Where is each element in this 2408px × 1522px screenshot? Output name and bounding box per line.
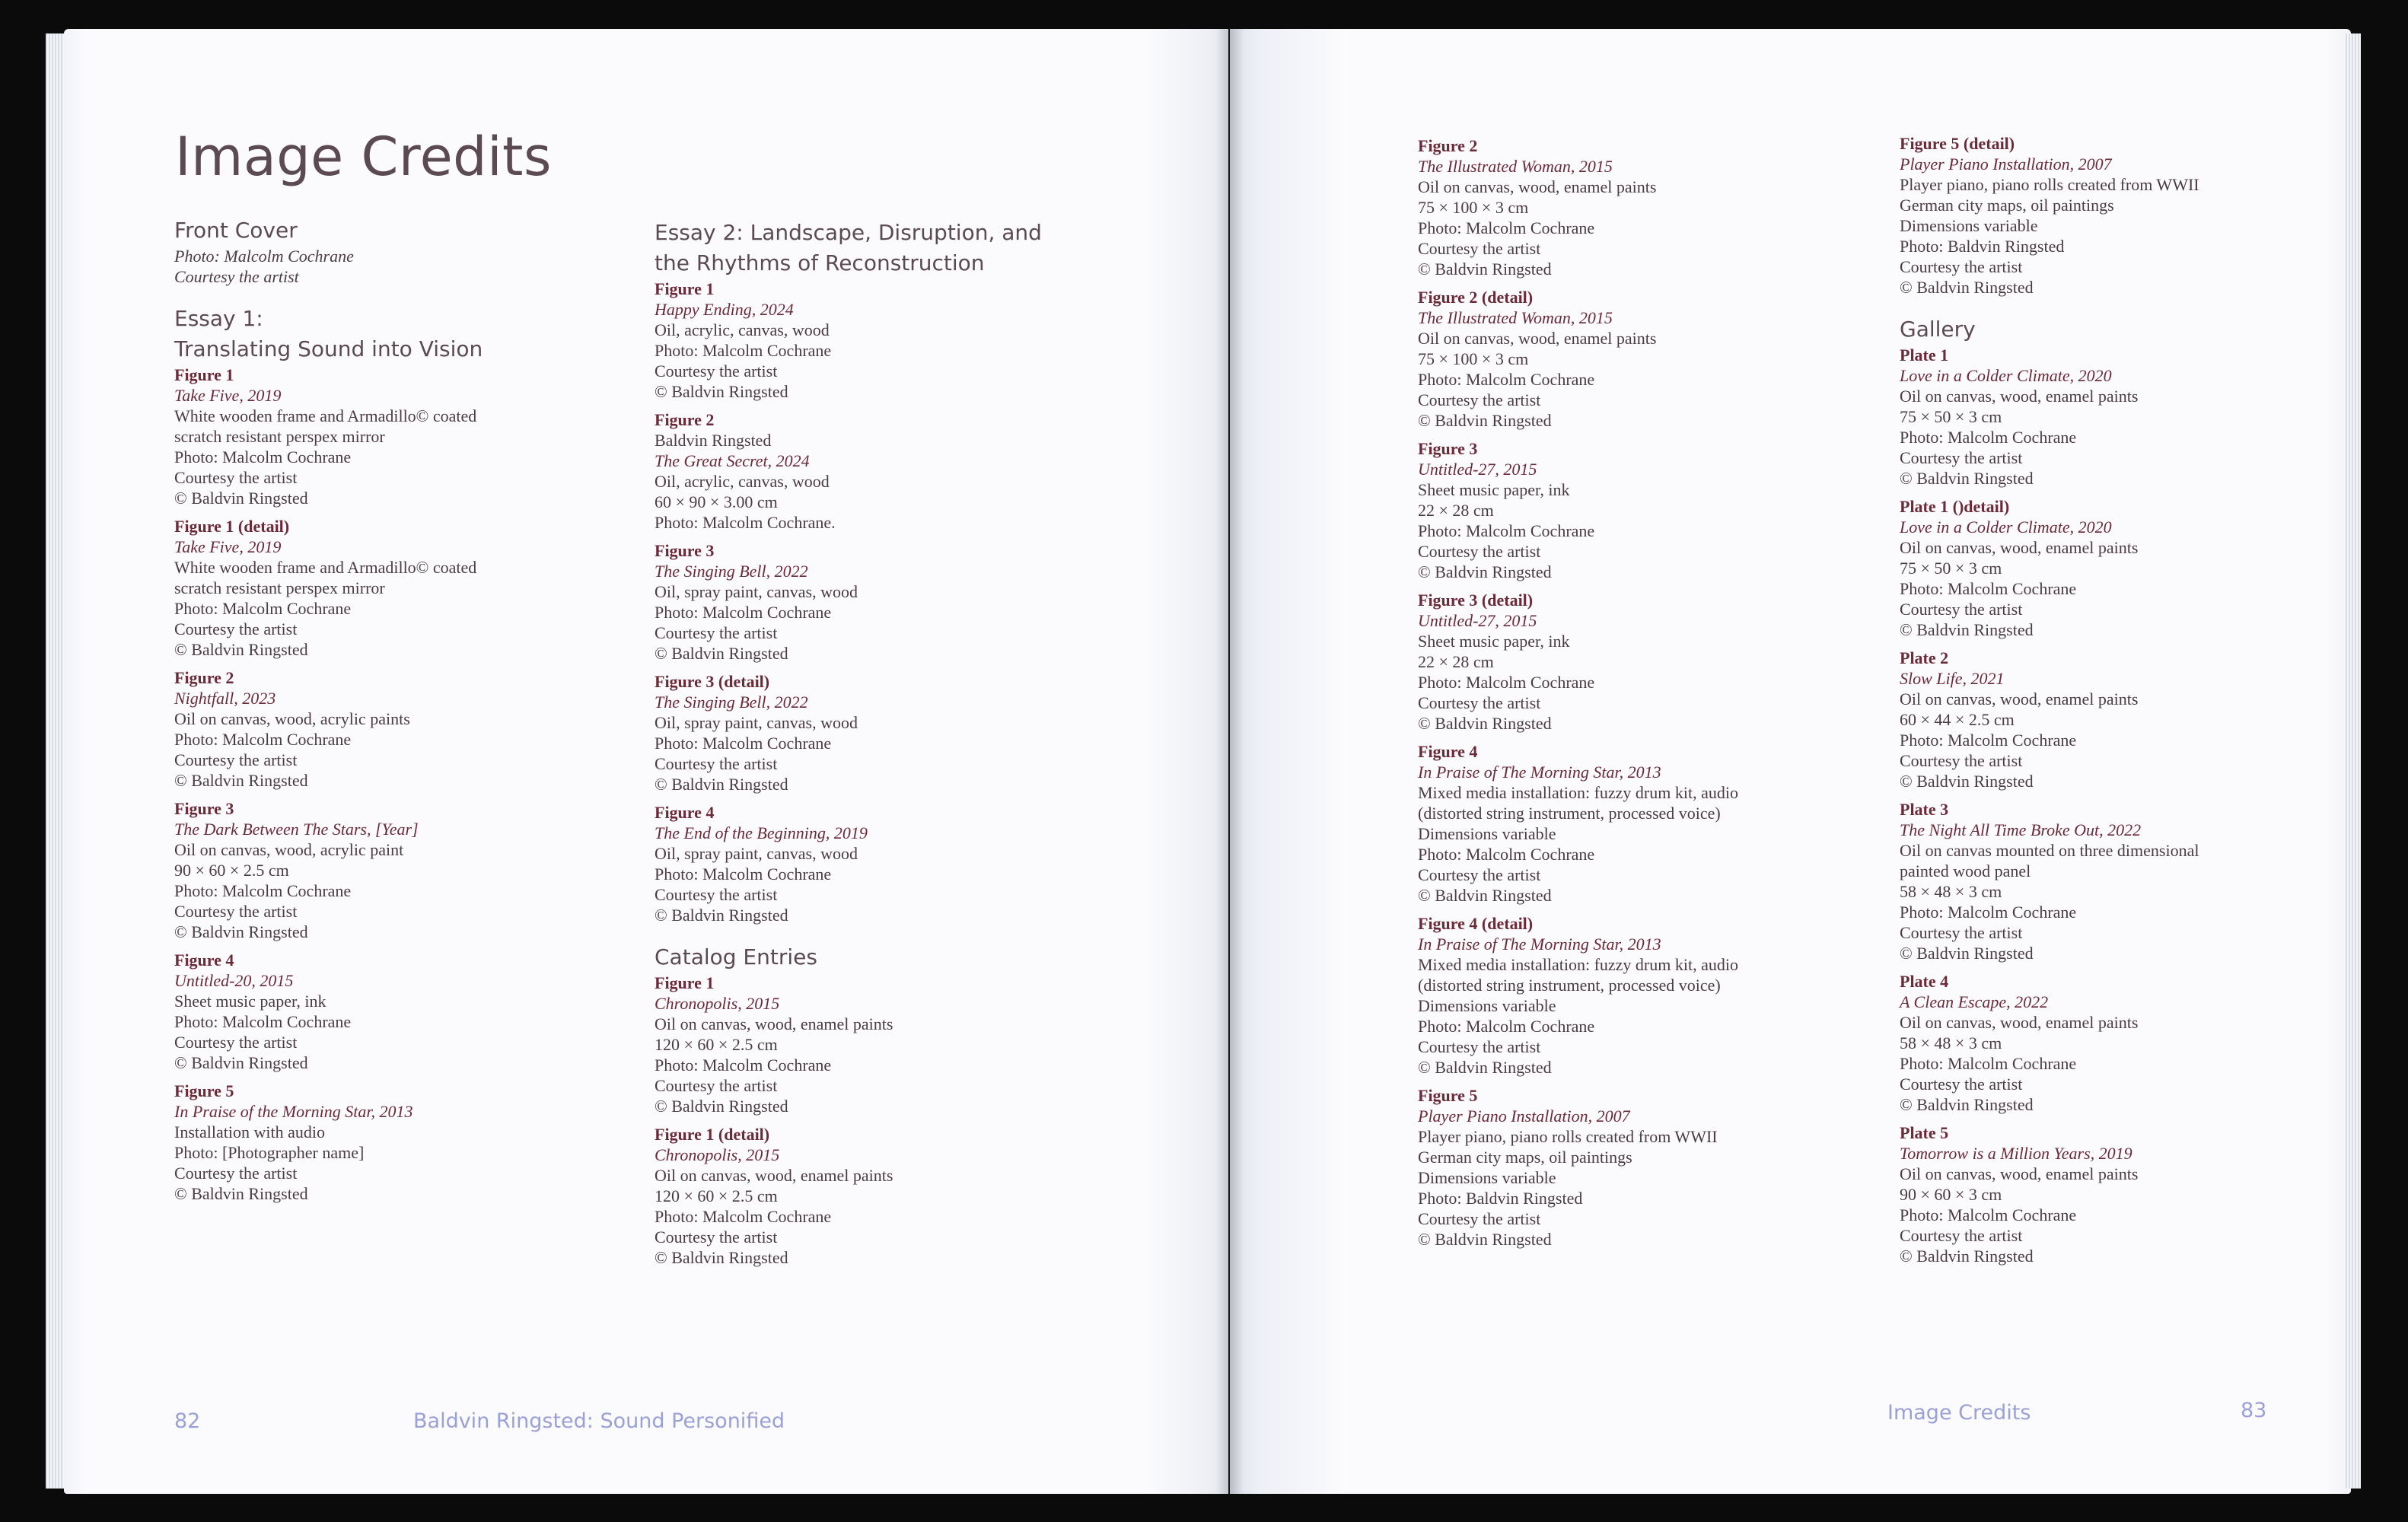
section-heading: Essay 2: Landscape, Disruption, and (655, 220, 1042, 245)
credit-line: © Baldvin Ringsted (1418, 1230, 1552, 1249)
figure-label: Plate 5 (1900, 1123, 1949, 1142)
figure-label: Figure 3 (174, 799, 234, 818)
credit-line: Courtesy the artist (1900, 448, 2023, 467)
credit-line: 90 × 60 × 3 cm (1900, 1185, 2002, 1204)
credit-line: Courtesy the artist (655, 1227, 778, 1247)
credit-entry (655, 671, 1126, 794)
credit-line: scratch resistant perspex mirror (174, 427, 385, 446)
artwork-title: Take Five, 2019 (174, 386, 282, 405)
credit-line: 120 × 60 × 2.5 cm (655, 1186, 778, 1205)
figure-label: Figure 2 (1418, 136, 1478, 155)
credit-line: Courtesy the artist (174, 902, 298, 921)
credit-line: © Baldvin Ringsted (174, 771, 308, 790)
credit-line: 120 × 60 × 2.5 cm (655, 1035, 778, 1054)
credit-entry (174, 365, 646, 508)
credit-line: Courtesy the artist (174, 468, 298, 487)
credit-line: (distorted string instrument, processed voice) (1418, 804, 1721, 823)
artwork-title: Untitled-27, 2015 (1418, 460, 1537, 479)
artwork-title: The Singing Bell, 2022 (655, 562, 808, 581)
artwork-title: Chronopolis, 2015 (655, 994, 780, 1013)
credit-line: Dimensions variable (1900, 216, 2038, 235)
credit-line: Courtesy the artist (1900, 751, 2023, 770)
credit-line: Installation with audio (174, 1122, 325, 1142)
section-heading: Translating Sound into Vision (174, 336, 483, 361)
credit-line: Dimensions variable (1418, 824, 1556, 843)
credit-entry (655, 973, 1126, 1116)
credit-line: Photo: Malcolm Cochrane (1900, 428, 2077, 447)
credit-line: © Baldvin Ringsted (655, 1248, 788, 1267)
figure-label: Plate 4 (1900, 972, 1949, 991)
credit-line: Photo: Malcolm Cochrane (1418, 845, 1595, 864)
artwork-title: Untitled-27, 2015 (1418, 611, 1537, 630)
credit-line: © Baldvin Ringsted (174, 1053, 308, 1072)
figure-label: Figure 4 (1418, 742, 1478, 761)
credit-line: 22 × 28 cm (1418, 652, 1494, 671)
credit-line: Oil, acrylic, canvas, wood (655, 472, 830, 491)
credit-line: 75 × 50 × 3 cm (1900, 407, 2002, 426)
credit-entry (1418, 135, 1890, 279)
artwork-title: Untitled-20, 2015 (174, 971, 294, 990)
credit-entry (1900, 496, 2371, 640)
credit-line: 75 × 100 × 3 cm (1418, 349, 1529, 368)
credit-line: Photo: Malcolm Cochrane (655, 1056, 832, 1075)
credit-line: Oil on canvas, wood, enamel paints (655, 1014, 893, 1033)
credit-line: Player piano, piano rolls created from WWII (1900, 175, 2199, 194)
credit-line: White wooden frame and Armadillo© coated (174, 406, 477, 425)
artwork-title: The Great Secret, 2024 (655, 451, 810, 470)
artwork-title: Take Five, 2019 (174, 537, 282, 556)
credit-line: (distorted string instrument, processed voice) (1418, 976, 1721, 995)
credit-entry (1418, 287, 1890, 431)
credit-line: Photo: Malcolm Cochrane (174, 247, 354, 266)
credits-column-2 (655, 218, 1126, 1275)
credit-line: © Baldvin Ringsted (1418, 1058, 1552, 1077)
credit-line: Photo: Malcolm Cochrane (655, 1207, 832, 1226)
figure-label: Figure 3 (detail) (655, 672, 770, 691)
credit-entry (655, 279, 1126, 402)
credit-line: Courtesy the artist (174, 750, 298, 769)
credit-line: © Baldvin Ringsted (1418, 260, 1552, 279)
credit-line: Sheet music paper, ink (1418, 480, 1570, 499)
credit-line: Baldvin Ringsted (655, 431, 772, 450)
figure-label: Figure 2 (174, 668, 234, 687)
credit-line: © Baldvin Ringsted (1900, 1095, 2034, 1114)
credit-line: 75 × 100 × 3 cm (1418, 198, 1529, 217)
artwork-title: The Singing Bell, 2022 (655, 693, 808, 712)
credit-line: Photo: [Photographer name] (174, 1143, 365, 1162)
credit-entry (1418, 913, 1890, 1078)
credit-line: Photo: Malcolm Cochrane (655, 864, 832, 884)
artwork-title: Tomorrow is a Million Years, 2019 (1900, 1144, 2132, 1163)
artwork-title: Love in a Colder Climate, 2020 (1900, 517, 2112, 537)
credits-column-3 (1418, 135, 1890, 1257)
figure-label: Figure 2 (655, 410, 715, 429)
credit-line: Dimensions variable (1418, 996, 1556, 1015)
credit-line: © Baldvin Ringsted (1418, 562, 1552, 581)
credit-entry (1418, 1085, 1890, 1250)
credit-line: Photo: Malcolm Cochrane (1418, 1017, 1595, 1036)
artwork-title: Player Piano Installation, 2007 (1900, 154, 2112, 174)
credit-line: Courtesy the artist (174, 1033, 298, 1052)
artwork-title: A Clean Escape, 2022 (1900, 992, 2049, 1011)
figure-label: Figure 4 (detail) (1418, 914, 1534, 933)
figure-label: Plate 3 (1900, 800, 1949, 819)
credit-line: Courtesy the artist (1418, 865, 1541, 884)
credit-line: Oil, spray paint, canvas, wood (655, 844, 858, 863)
credit-line: Sheet music paper, ink (1418, 632, 1570, 651)
artwork-title: Nightfall, 2023 (174, 689, 276, 708)
credit-entry (1900, 971, 2371, 1115)
figure-label: Figure 3 (detail) (1418, 591, 1534, 610)
credit-entry (174, 1081, 646, 1204)
book-gutter (1216, 29, 1244, 1494)
credit-line: Oil on canvas mounted on three dimensional (1900, 841, 2199, 860)
credit-line: Dimensions variable (1418, 1168, 1556, 1187)
artwork-title: Love in a Colder Climate, 2020 (1900, 366, 2112, 385)
credit-line: © Baldvin Ringsted (174, 640, 308, 659)
credit-line: German city maps, oil paintings (1900, 196, 2114, 215)
section-heading: Front Cover (174, 218, 298, 243)
credit-entry (174, 798, 646, 942)
credit-line: Sheet music paper, ink (174, 992, 326, 1011)
credit-line: Courtesy the artist (1418, 693, 1541, 712)
credit-line: Courtesy the artist (174, 619, 298, 638)
figure-label: Figure 5 (174, 1081, 234, 1100)
credit-line: Oil on canvas, wood, enamel paints (1900, 689, 2139, 708)
credit-entry (1900, 648, 2371, 791)
credit-line: Photo: Malcolm Cochrane (1418, 370, 1595, 389)
credit-line: © Baldvin Ringsted (174, 489, 308, 508)
credit-line: Courtesy the artist (1418, 542, 1541, 561)
credit-entry (1900, 1122, 2371, 1266)
credit-entry (1418, 438, 1890, 582)
credit-line: Photo: Malcolm Cochrane (1900, 579, 2077, 598)
credit-line: © Baldvin Ringsted (1900, 278, 2034, 297)
figure-label: Plate 1 ()detail) (1900, 497, 2010, 516)
section-heading: Essay 1: (174, 306, 263, 331)
credit-line: Oil on canvas, wood, enamel paints (1900, 1013, 2139, 1032)
credit-line: Photo: Malcolm Cochrane (174, 730, 352, 749)
credit-line: Photo: Malcolm Cochrane (1900, 903, 2077, 922)
credit-line: Oil on canvas, wood, enamel paints (1418, 329, 1657, 348)
credit-line: Courtesy the artist (655, 1076, 778, 1095)
credit-line: © Baldvin Ringsted (655, 644, 788, 663)
artwork-title: The Dark Between The Stars, [Year] (174, 820, 419, 839)
credit-entry (655, 540, 1126, 664)
credit-line: Photo: Baldvin Ringsted (1900, 237, 2065, 256)
credit-line: Oil on canvas, wood, enamel paints (1900, 538, 2139, 557)
artwork-title: In Praise of the Morning Star, 2013 (174, 1102, 413, 1121)
credit-line: 58 × 48 × 3 cm (1900, 1033, 2002, 1052)
credit-line: © Baldvin Ringsted (655, 382, 788, 401)
credit-line: © Baldvin Ringsted (1900, 1247, 2034, 1266)
credit-line: German city maps, oil paintings (1418, 1148, 1632, 1167)
credit-line: Photo: Malcolm Cochrane (655, 603, 832, 622)
credit-line: Courtesy the artist (655, 623, 778, 642)
figure-label: Figure 1 (detail) (174, 517, 290, 536)
credit-line: Courtesy the artist (1900, 600, 2023, 619)
credit-line: Photo: Malcolm Cochrane (655, 734, 832, 753)
figure-label: Figure 4 (655, 803, 715, 822)
credit-line: Courtesy the artist (655, 754, 778, 773)
credit-line: painted wood panel (1900, 861, 2031, 880)
credit-line: 58 × 48 × 3 cm (1900, 882, 2002, 901)
credit-line: © Baldvin Ringsted (1900, 469, 2034, 488)
credit-entry (1900, 799, 2371, 963)
credit-line: Photo: Malcolm Cochrane (1900, 1054, 2077, 1073)
credit-line: Photo: Malcolm Cochrane (174, 881, 352, 900)
credit-line: Photo: Malcolm Cochrane (174, 447, 352, 466)
credit-line: © Baldvin Ringsted (655, 906, 788, 925)
credit-line: Courtesy the artist (1900, 257, 2023, 276)
credit-line: Oil on canvas, wood, acrylic paints (174, 709, 410, 728)
section-heading: the Rhythms of Reconstruction (655, 250, 985, 275)
credit-entry (174, 516, 646, 660)
credit-line: Courtesy the artist (1900, 1075, 2023, 1094)
figure-label: Figure 1 (655, 973, 715, 992)
credit-line: © Baldvin Ringsted (174, 922, 308, 941)
figure-label: Plate 2 (1900, 648, 1949, 667)
artwork-title: Chronopolis, 2015 (655, 1145, 780, 1164)
credit-line: Courtesy the artist (1418, 390, 1541, 409)
credit-line: White wooden frame and Armadillo© coated (174, 558, 477, 577)
credit-line: Courtesy the artist (655, 361, 778, 380)
artwork-title: The Night All Time Broke Out, 2022 (1900, 820, 2142, 839)
page-number-right: 83 (2241, 1399, 2267, 1422)
credit-line: Courtesy the artist (174, 1164, 298, 1183)
credit-entry (1900, 133, 2371, 298)
artwork-title: In Praise of The Morning Star, 2013 (1418, 763, 1661, 782)
figure-label: Figure 5 (1418, 1086, 1478, 1105)
credit-line: Oil on canvas, wood, enamel paints (1900, 387, 2139, 406)
credit-line: Courtesy the artist (1418, 239, 1541, 258)
credit-line: © Baldvin Ringsted (1900, 944, 2034, 963)
credit-line: Mixed media installation: fuzzy drum kit, audio (1418, 955, 1738, 974)
credit-line: Oil, acrylic, canvas, wood (655, 320, 830, 339)
credit-entry (1900, 345, 2371, 489)
credit-line: Photo: Baldvin Ringsted (1418, 1189, 1583, 1208)
credit-line: © Baldvin Ringsted (655, 1097, 788, 1116)
artwork-title: In Praise of The Morning Star, 2013 (1418, 935, 1661, 954)
running-title-left: Baldvin Ringsted: Sound Personified (413, 1409, 785, 1433)
credit-line: Courtesy the artist (1900, 1226, 2023, 1245)
credit-entry (655, 802, 1126, 925)
credit-line: 75 × 50 × 3 cm (1900, 559, 2002, 578)
credit-line: Oil, spray paint, canvas, wood (655, 713, 858, 732)
figure-label: Plate 1 (1900, 345, 1949, 365)
section-heading: Gallery (1900, 317, 1976, 342)
page-number-left: 82 (174, 1409, 201, 1433)
credit-line: scratch resistant perspex mirror (174, 578, 385, 597)
credit-line: Oil on canvas, wood, enamel paints (655, 1166, 893, 1185)
artwork-title: Slow Life, 2021 (1900, 669, 2005, 688)
credit-line: 60 × 44 × 2.5 cm (1900, 710, 2015, 729)
artwork-title: Happy Ending, 2024 (655, 300, 794, 319)
credits-column-1 (174, 215, 646, 1212)
figure-label: Figure 3 (1418, 439, 1478, 458)
credit-line: Oil on canvas, wood, enamel paints (1418, 177, 1657, 196)
credit-line: Courtesy the artist (1900, 923, 2023, 942)
figure-label: Figure 1 (174, 365, 234, 384)
running-title-right: Image Credits (1887, 1401, 2031, 1425)
credit-line: Oil on canvas, wood, enamel paints (1900, 1164, 2139, 1183)
credit-entry (174, 950, 646, 1073)
credit-line: Courtesy the artist (174, 267, 299, 286)
artwork-title: The Illustrated Woman, 2015 (1418, 157, 1613, 176)
credit-entry (655, 1124, 1126, 1268)
credit-line: Photo: Malcolm Cochrane (1900, 1205, 2077, 1224)
credit-line: Photo: Malcolm Cochrane. (655, 513, 836, 532)
page-title: Image Credits (175, 126, 552, 188)
credit-line: Photo: Malcolm Cochrane (1900, 731, 2077, 750)
artwork-title: Player Piano Installation, 2007 (1418, 1106, 1630, 1126)
credits-column-4 (1900, 133, 2371, 1274)
figure-label: Figure 5 (detail) (1900, 134, 2015, 153)
credit-line: Courtesy the artist (1418, 1037, 1541, 1056)
credit-line: © Baldvin Ringsted (1900, 772, 2034, 791)
credit-line: Photo: Malcolm Cochrane (174, 1012, 352, 1031)
figure-label: Figure 2 (detail) (1418, 288, 1534, 307)
credit-line: Player piano, piano rolls created from WWII (1418, 1127, 1718, 1146)
credit-line: 22 × 28 cm (1418, 501, 1494, 520)
credit-line: Photo: Malcolm Cochrane (1418, 218, 1595, 237)
credit-line: Oil on canvas, wood, acrylic paint (174, 840, 404, 859)
figure-label: Figure 1 (detail) (655, 1125, 770, 1144)
credit-line: © Baldvin Ringsted (655, 775, 788, 794)
credit-line: © Baldvin Ringsted (1900, 620, 2034, 639)
figure-label: Figure 4 (174, 950, 234, 970)
credit-entry (1418, 590, 1890, 734)
artwork-title: The Illustrated Woman, 2015 (1418, 308, 1613, 327)
figure-label: Figure 1 (655, 279, 715, 298)
credit-entry (655, 409, 1126, 533)
credit-line: 60 × 90 × 3.00 cm (655, 492, 778, 511)
credit-entry (174, 667, 646, 791)
credit-line: Photo: Malcolm Cochrane (1418, 673, 1595, 692)
credit-line: Mixed media installation: fuzzy drum kit, audio (1418, 783, 1738, 802)
credit-line: Photo: Malcolm Cochrane (174, 599, 352, 618)
credit-line: 90 × 60 × 2.5 cm (174, 861, 289, 880)
credit-line: © Baldvin Ringsted (174, 1184, 308, 1203)
credit-line: © Baldvin Ringsted (1418, 886, 1552, 905)
figure-label: Figure 3 (655, 541, 715, 560)
credit-line: Courtesy the artist (655, 885, 778, 904)
credit-line: © Baldvin Ringsted (1418, 714, 1552, 733)
credit-line: Oil, spray paint, canvas, wood (655, 582, 858, 601)
section-heading: Catalog Entries (655, 944, 817, 970)
credit-entry (1418, 741, 1890, 906)
credit-line: © Baldvin Ringsted (1418, 411, 1552, 430)
credit-entry (174, 246, 646, 287)
credit-line: Courtesy the artist (1418, 1209, 1541, 1228)
credit-line: Photo: Malcolm Cochrane (1418, 521, 1595, 540)
artwork-title: The End of the Beginning, 2019 (655, 823, 868, 842)
credit-line: Photo: Malcolm Cochrane (655, 341, 832, 360)
